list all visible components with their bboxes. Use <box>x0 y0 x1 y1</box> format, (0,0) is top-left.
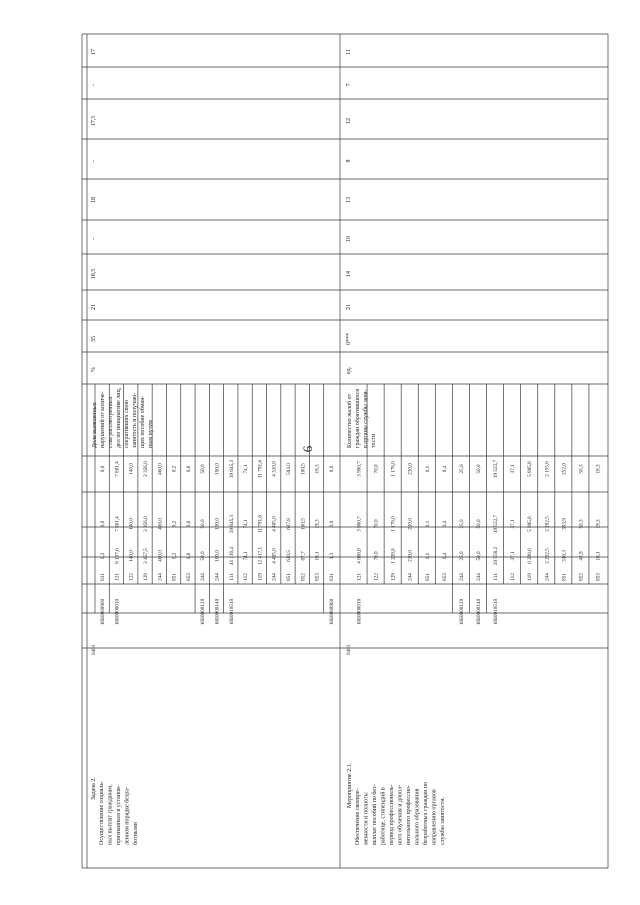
task2-value-plan-2: 607,8 <box>285 518 292 530</box>
task2-rzpr: 0401 <box>91 644 97 655</box>
task2-value-plan-2: 0,8 <box>185 520 192 528</box>
measure21-description-line: Обеспечение своевре- <box>355 788 361 845</box>
measure21-value-plan-1: 2 202,5 <box>544 548 551 564</box>
task2-indicator-line: ства рассмотренных <box>108 396 114 448</box>
measure21-indicator-value: 11 <box>346 49 352 55</box>
task2-value-plan-1: 74,1 <box>243 551 250 561</box>
measure21-vr-code: 112 <box>510 573 517 581</box>
measure21-csr-code: 16Б0010510 <box>493 598 500 626</box>
measure21-indicator-value: 8 <box>346 159 352 163</box>
measure21-unit: ед. <box>346 366 352 374</box>
task2-vr-code: 831 <box>100 573 107 581</box>
task2-description-line: ботными <box>133 822 139 845</box>
measure21-value-plan-3: 70,0 <box>373 464 380 474</box>
task2-value-plan-2: 4 405,0 <box>271 516 278 532</box>
page-number: 6 <box>300 445 315 453</box>
measure21-indicator-line: тости <box>371 433 377 448</box>
measure21-vr-code: 121 <box>356 573 363 581</box>
measure21-vr-code: 853 <box>595 573 602 581</box>
task2-vr-code: 244 <box>214 573 221 581</box>
measure21-title: Мероприятие 2.1. <box>347 762 353 808</box>
measure21-description-line: работице, стипендий в <box>380 787 387 845</box>
measure21-value-plan-2: 50,3 <box>578 519 585 529</box>
task2-value-plan-3: 2 356,0 <box>143 461 150 477</box>
task2-value-plan-3: 0,0 <box>328 465 335 473</box>
task2-indicator-line: щих пособие обман- <box>140 395 146 448</box>
task2-vr-code: 244 <box>200 573 207 581</box>
task2-indicator-line: сокративших свою <box>124 399 130 448</box>
task2-value-plan-2: 100,5 <box>300 518 307 530</box>
measure21-value-plan-1: 37,1 <box>510 551 517 561</box>
measure21-vr-code: 244 <box>458 573 465 581</box>
task2-value-plan-1: 0,2 <box>171 552 178 560</box>
task2-indicator-line: ным путем <box>148 420 154 448</box>
measure21-vr-code: 852 <box>578 573 585 581</box>
task2-value-plan-3: 504,0 <box>285 463 292 475</box>
task2-value-plan-3: 460,0 <box>157 463 164 475</box>
measure21-indicator-line: в органы службы заня- <box>363 389 369 448</box>
task2-value-plan-2: 19,3 <box>314 519 321 529</box>
measure21-description-line: ного обучения и допол- <box>397 784 404 845</box>
task2-description-line: Осуществление социаль- <box>99 780 105 845</box>
measure21-value-plan-2: 3 900,7 <box>356 516 363 532</box>
measure21-value-plan-1: 18,1 <box>595 551 602 561</box>
measure21-description-line: безработных граждан по <box>423 782 429 845</box>
task2-value-plan-2: 100,0 <box>214 518 221 530</box>
measure21-indicator-value: 12 <box>346 118 352 124</box>
task2-value-plan-1: 12 417,1 <box>257 546 264 566</box>
task2-value-plan-2: 460,0 <box>157 518 164 530</box>
task2-csr-code: 16Б0080960 <box>100 598 107 626</box>
task2-value-plan-2: 0,0 <box>328 520 335 528</box>
measure21-indicator-value: 0*** <box>346 333 352 345</box>
task2-value-plan-3: 11 791,6 <box>257 460 264 478</box>
task2-value-plan-2: 2 356,0 <box>143 516 150 532</box>
task2-indicator-value: 21 <box>91 304 97 310</box>
measure21-description-line: службы занятости. <box>440 797 446 845</box>
task2-description-line: ных выплат гражданам, <box>107 784 114 845</box>
measure21-value-plan-2: 303,9 <box>561 518 568 530</box>
measure21-csr-code: 16Б0000140 <box>476 598 482 626</box>
measure21-value-plan-1: 6 208,6 <box>527 548 534 564</box>
measure21-value-plan-1: 0,1 <box>424 552 431 560</box>
task2-value-plan-3: 140,0 <box>128 463 135 475</box>
measure21-value-plan-2: 50,0 <box>476 519 482 529</box>
task2-csr-code: 16Б0010510 <box>228 598 235 626</box>
measure21-value-plan-1: 43,9 <box>578 551 585 561</box>
measure21-value-plan-2: 19 522,7 <box>493 514 500 534</box>
measure21-csr-code: 16Б0000010 <box>356 598 363 626</box>
measure21-value-plan-2: 230,0 <box>407 518 414 530</box>
task2-value-plan-3: 7 801,4 <box>114 461 121 477</box>
task2-value-plan-2: 11 791,6 <box>257 515 264 533</box>
task2-value-plan-2: 39 645,3 <box>228 514 235 534</box>
measure21-indicator-value: 13 <box>346 197 352 203</box>
task2-indicator-value: - <box>91 84 97 86</box>
measure21-value-plan-3: 25,0 <box>458 464 465 474</box>
task2-description-line: ленном порядке безра- <box>124 787 131 845</box>
measure21-value-plan-1: 4 068,8 <box>356 548 363 564</box>
measure21-rzpr: 0401 <box>346 644 352 655</box>
measure21-indicator-value: 7 <box>346 83 352 87</box>
measure21-indicator-value: 21 <box>346 304 352 310</box>
task2-indicator-value: 18 <box>91 197 97 203</box>
measure21-value-plan-2: 37,1 <box>510 519 517 529</box>
task2-value-plan-1: 0,2 <box>100 552 107 560</box>
measure21-value-plan-3: 3 900,7 <box>356 461 363 477</box>
task2-vr-code: 851 <box>171 573 178 581</box>
measure21-indicator-value: 10 <box>346 236 352 242</box>
measure21-value-plan-3: 19 522,7 <box>493 459 500 479</box>
measure21-value-plan-2: 70,0 <box>373 519 380 529</box>
measure21-vr-code: 244 <box>407 573 414 581</box>
task2-value-plan-3: 50,0 <box>200 464 207 474</box>
measure21-description-line: направлению органов <box>431 789 438 845</box>
task2-indicator-line: нарушений от количе- <box>100 391 106 448</box>
measure21-value-plan-1: 50,0 <box>476 551 482 561</box>
task2-value-plan-1: 2 457,5 <box>143 548 150 564</box>
measure21-value-plan-1: 0,4 <box>441 552 448 560</box>
task2-vr-code: 129 <box>143 573 150 581</box>
task2-indicator-line: дел по инициативе лиц, <box>116 387 122 448</box>
measure21-vr-code: 119 <box>527 573 534 581</box>
measure21-value-plan-1: 25,0 <box>458 551 465 561</box>
task2-title: Задача 2. <box>91 777 97 800</box>
task2-value-plan-1: 41 116,4 <box>228 547 235 565</box>
task2-value-plan-1: 87,7 <box>300 551 307 561</box>
measure21-value-plan-1: 20 558,2 <box>493 546 500 566</box>
measure21-value-plan-2: 2 202,5 <box>544 516 551 532</box>
measure21-value-plan-3: 0,1 <box>424 465 431 473</box>
task2-value-plan-3: 0,0 <box>100 465 107 473</box>
task2-value-plan-3: 0,2 <box>171 465 178 473</box>
task2-value-plan-1: 100,0 <box>214 550 221 562</box>
task2-value-plan-3: 100,5 <box>300 463 307 475</box>
measure21-vr-code: 244 <box>544 573 551 581</box>
measure21-indicator-value: 14 <box>346 271 352 277</box>
measure21-value-plan-3: 19,3 <box>595 464 602 474</box>
measure21-value-plan-2: 0,1 <box>424 520 431 528</box>
measure21-value-plan-3: 50,0 <box>476 464 482 474</box>
task2-value-plan-3: 0,8 <box>185 465 192 473</box>
measure21-vr-code: 244 <box>476 573 482 581</box>
task2-vr-code: 119 <box>257 573 264 581</box>
task2-vr-code: 112 <box>243 573 250 581</box>
measure21-description-line: нительного профессио- <box>406 785 412 845</box>
task2-value-plan-3: 100,0 <box>214 463 221 475</box>
task2-vr-code: 111 <box>228 573 235 581</box>
measure21-value-plan-2: 19,3 <box>595 519 602 529</box>
measure21-description-line: период профессиональ- <box>389 784 395 845</box>
task2-vr-code: 244 <box>271 573 278 581</box>
measure21-value-plan-1: 310,3 <box>561 550 568 562</box>
measure21-value-plan-2: 1 178,0 <box>390 516 397 532</box>
task2-value-plan-1: 0,8 <box>185 552 192 560</box>
table-grid <box>82 34 608 868</box>
task2-value-plan-1: 460,0 <box>157 550 164 562</box>
measure21-value-plan-1: 1 228,8 <box>390 548 397 564</box>
measure21-value-plan-3: 50,3 <box>578 464 585 474</box>
task2-value-plan-2: 140,0 <box>128 518 135 530</box>
measure21-value-plan-3: 5 895,8 <box>527 461 534 477</box>
measure21-value-plan-2: 0,4 <box>441 520 448 528</box>
measure21-value-plan-2: 25,0 <box>458 519 465 529</box>
measure21-description-line: менности и полноты <box>363 792 370 845</box>
measure21-description-line: выплат пособий по без- <box>372 784 378 845</box>
measure21-value-plan-3: 0,4 <box>441 465 448 473</box>
task2-vr-code: 853 <box>314 573 321 581</box>
measure21-vr-code: 111 <box>493 573 500 581</box>
task2-vr-code: 852 <box>300 573 307 581</box>
task2-value-plan-3: 39 645,3 <box>228 459 235 479</box>
measure21-vr-code: 853 <box>441 573 448 581</box>
measure21-vr-code: 851 <box>424 573 431 581</box>
task2-indicator-value: - <box>91 238 97 240</box>
task2-value-plan-2: 7 801,4 <box>114 516 121 532</box>
task2-indicator-value: 17 <box>91 49 97 55</box>
measure21-value-plan-1: 70,0 <box>373 551 380 561</box>
task2-value-plan-2: 50,0 <box>200 519 207 529</box>
task2-value-plan-2: 0,0 <box>100 520 107 528</box>
task2-csr-code: 16Б0000120 <box>200 598 207 626</box>
measure21-value-plan-3: 2 155,0 <box>544 461 551 477</box>
measure21-indicator-line: граждан обратившихся <box>355 388 361 448</box>
task2-description-line: признанным в установ- <box>116 785 122 845</box>
measure21-description-line: нального образования <box>414 788 421 845</box>
measure21-value-plan-3: 252,0 <box>561 463 568 475</box>
task2-indicator-value: 35 <box>91 336 97 342</box>
task2-csr-code: 16Б0000140 <box>214 598 221 626</box>
task2-value-plan-2: 0,2 <box>171 520 178 528</box>
task2-vr-code: 121 <box>114 573 121 581</box>
task2-vr-code: 851 <box>285 573 292 581</box>
task2-vr-code: 831 <box>328 573 335 581</box>
task2-value-plan-1: 18,1 <box>314 551 321 561</box>
task2-unit: % <box>91 367 97 372</box>
task2-value-plan-2: 74,1 <box>243 519 250 529</box>
task2-value-plan-1: 620,5 <box>285 550 292 562</box>
task2-csr-code: 16Б0080960 <box>328 598 335 626</box>
task2-indicator-value: 17,5 <box>91 115 97 127</box>
table-text <box>91 49 601 845</box>
measure21-value-plan-3: 1 178,0 <box>390 461 397 477</box>
task2-value-plan-3: 74,1 <box>243 464 250 474</box>
task2-value-plan-1: 4 405,0 <box>271 548 278 564</box>
task2-vr-code: 122 <box>128 573 135 581</box>
measure21-vr-code: 851 <box>561 573 568 581</box>
measure21-value-plan-3: 230,0 <box>407 463 414 475</box>
task2-csr-code: 16Б0000010 <box>114 598 121 626</box>
measure21-value-plan-3: 37,1 <box>510 464 517 474</box>
measure21-value-plan-2: 5 895,8 <box>527 516 534 532</box>
task2-indicator-line: Доля выявленных <box>92 402 98 448</box>
task2-vr-code: 853 <box>185 573 192 581</box>
task2-indicator-value: 18,5 <box>91 268 97 280</box>
task2-vr-code: 244 <box>157 573 164 581</box>
task2-value-plan-1: 8 137,6 <box>114 548 121 564</box>
task2-value-plan-1: 140,0 <box>128 550 135 562</box>
task2-value-plan-3: 19,3 <box>314 464 321 474</box>
task2-indicator-value: - <box>91 160 97 162</box>
measure21-csr-code: 16Б0000120 <box>458 598 465 626</box>
task2-indicator-line: занятость и получаю- <box>132 392 138 448</box>
measure21-vr-code: 122 <box>373 573 380 581</box>
task2-value-plan-3: 4 310,0 <box>271 461 278 477</box>
measure21-value-plan-1: 230,0 <box>407 550 414 562</box>
task2-value-plan-1: 50,0 <box>200 551 207 561</box>
measure21-vr-code: 129 <box>390 573 397 581</box>
measure21-indicator-line: Количество жалоб от <box>347 393 353 448</box>
task2-value-plan-1: 1,3 <box>328 552 335 560</box>
